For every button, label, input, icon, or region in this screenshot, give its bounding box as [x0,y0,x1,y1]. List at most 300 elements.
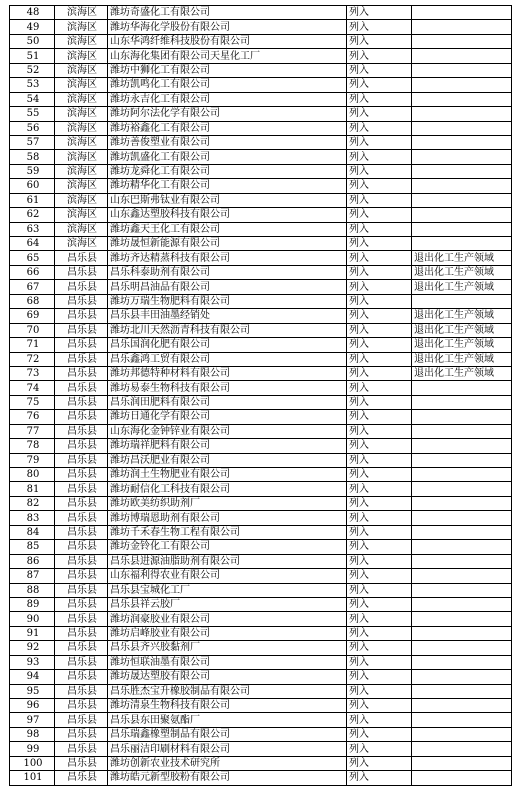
row-number-cell: 68 [10,294,55,308]
status-cell: 列入 [347,49,412,63]
note-cell [412,92,512,106]
table-row [10,179,512,193]
row-number-cell: 70 [10,323,55,337]
table-row [10,78,512,92]
row-number-cell: 75 [10,395,55,409]
district-cell: 滨海区 [55,34,108,48]
row-number-cell: 55 [10,107,55,121]
district-cell: 昌乐县 [55,251,108,265]
status-cell: 列入 [347,179,412,193]
row-number-cell: 59 [10,164,55,178]
table-row [10,164,512,178]
note-cell: 退出化工生产领域 [412,280,512,294]
status-cell: 列入 [347,410,412,424]
district-cell: 昌乐县 [55,265,108,279]
table-row [10,410,512,424]
district-cell: 滨海区 [55,20,108,34]
status-cell: 列入 [347,20,412,34]
note-cell [412,670,512,684]
table-row [10,641,512,655]
table-row [10,742,512,756]
row-number-cell: 58 [10,150,55,164]
table-row [10,670,512,684]
table-row [10,511,512,525]
status-cell: 列入 [347,366,412,380]
note-cell [412,193,512,207]
company-name-cell: 潍坊日通化学有限公司 [108,410,347,424]
status-cell: 列入 [347,193,412,207]
company-name-cell: 昌乐鑫鸿工贸有限公司 [108,352,347,366]
status-cell: 列入 [347,121,412,135]
district-cell: 滨海区 [55,135,108,149]
note-cell [412,540,512,554]
company-name-cell: 潍坊龙舜化工有限公司 [108,164,347,178]
company-name-cell: 潍坊凯鸣化工有限公司 [108,78,347,92]
table-row [10,193,512,207]
table-row [10,756,512,770]
district-cell: 滨海区 [55,208,108,222]
table-row [10,6,512,20]
table-row [10,727,512,741]
table-row [10,655,512,669]
row-number-cell: 97 [10,713,55,727]
note-cell [412,410,512,424]
row-number-cell: 69 [10,309,55,323]
note-cell [412,641,512,655]
row-number-cell: 74 [10,381,55,395]
row-number-cell: 66 [10,265,55,279]
district-cell: 昌乐县 [55,554,108,568]
status-cell: 列入 [347,496,412,510]
company-name-cell: 潍坊启峰胶业有限公司 [108,626,347,640]
row-number-cell: 80 [10,468,55,482]
note-cell [412,424,512,438]
district-cell: 昌乐县 [55,395,108,409]
table-row [10,309,512,323]
row-number-cell: 93 [10,655,55,669]
status-cell: 列入 [347,237,412,251]
district-cell: 昌乐县 [55,771,108,785]
company-name-cell: 潍坊晟达塑胶有限公司 [108,670,347,684]
district-cell: 昌乐县 [55,612,108,626]
status-cell: 列入 [347,727,412,741]
row-number-cell: 96 [10,699,55,713]
table-row [10,424,512,438]
row-number-cell: 62 [10,208,55,222]
table-row [10,352,512,366]
status-cell: 列入 [347,309,412,323]
note-cell [412,684,512,698]
note-cell [412,742,512,756]
note-cell [412,164,512,178]
status-cell: 列入 [347,511,412,525]
table-row [10,135,512,149]
status-cell: 列入 [347,569,412,583]
row-number-cell: 76 [10,410,55,424]
row-number-cell: 86 [10,554,55,568]
table-row [10,771,512,785]
note-cell [412,237,512,251]
company-name-cell: 山东鑫达塑胶科技有限公司 [108,208,347,222]
row-number-cell: 56 [10,121,55,135]
district-cell: 昌乐县 [55,280,108,294]
status-cell: 列入 [347,583,412,597]
district-cell: 滨海区 [55,6,108,20]
note-cell: 退出化工生产领域 [412,352,512,366]
company-name-cell: 昌乐县宝城化工厂 [108,583,347,597]
row-number-cell: 53 [10,78,55,92]
status-cell: 列入 [347,756,412,770]
table-row [10,323,512,337]
company-name-cell: 昌乐丽洁印刷材料有限公司 [108,742,347,756]
note-cell [412,771,512,785]
district-cell: 昌乐县 [55,569,108,583]
district-cell: 昌乐县 [55,525,108,539]
note-cell [412,756,512,770]
district-cell: 昌乐县 [55,309,108,323]
table-row [10,699,512,713]
district-cell: 昌乐县 [55,352,108,366]
company-name-cell: 潍坊创新农业技术研究所 [108,756,347,770]
row-number-cell: 51 [10,49,55,63]
company-name-cell: 潍坊耐信化工科技有限公司 [108,482,347,496]
district-cell: 昌乐县 [55,670,108,684]
note-cell [412,525,512,539]
company-name-cell: 昌乐国润化肥有限公司 [108,338,347,352]
table-row [10,626,512,640]
note-cell [412,496,512,510]
district-cell: 滨海区 [55,78,108,92]
row-number-cell: 85 [10,540,55,554]
status-cell: 列入 [347,135,412,149]
document-page [9,5,511,786]
note-cell [412,34,512,48]
note-cell [412,699,512,713]
note-cell [412,20,512,34]
row-number-cell: 94 [10,670,55,684]
row-number-cell: 90 [10,612,55,626]
note-cell: 退出化工生产领域 [412,323,512,337]
note-cell: 退出化工生产领域 [412,251,512,265]
table-row [10,468,512,482]
row-number-cell: 61 [10,193,55,207]
company-name-cell: 潍坊金铃化工有限公司 [108,540,347,554]
company-name-cell: 潍坊精华化工有限公司 [108,179,347,193]
district-cell: 昌乐县 [55,482,108,496]
company-name-cell: 潍坊裕鑫化工有限公司 [108,121,347,135]
row-number-cell: 78 [10,439,55,453]
table-row [10,208,512,222]
table-body [10,6,512,786]
note-cell [412,482,512,496]
status-cell: 列入 [347,641,412,655]
district-cell: 滨海区 [55,121,108,135]
status-cell: 列入 [347,525,412,539]
row-number-cell: 84 [10,525,55,539]
note-cell [412,597,512,611]
note-cell [412,63,512,77]
table-row [10,713,512,727]
row-number-cell: 83 [10,511,55,525]
note-cell [412,583,512,597]
row-number-cell: 71 [10,338,55,352]
district-cell: 昌乐县 [55,381,108,395]
table-row [10,540,512,554]
district-cell: 昌乐县 [55,583,108,597]
company-name-cell: 潍坊永吉化工有限公司 [108,92,347,106]
status-cell: 列入 [347,395,412,409]
row-number-cell: 63 [10,222,55,236]
table-row [10,439,512,453]
note-cell [412,381,512,395]
row-number-cell: 87 [10,569,55,583]
table-row [10,121,512,135]
status-cell: 列入 [347,294,412,308]
status-cell: 列入 [347,6,412,20]
district-cell: 昌乐县 [55,294,108,308]
note-cell [412,554,512,568]
table-row [10,20,512,34]
note-cell: 退出化工生产领域 [412,265,512,279]
row-number-cell: 65 [10,251,55,265]
district-cell: 昌乐县 [55,540,108,554]
district-cell: 昌乐县 [55,496,108,510]
district-cell: 昌乐县 [55,641,108,655]
status-cell: 列入 [347,222,412,236]
company-name-cell: 潍坊邦德特种材料有限公司 [108,366,347,380]
note-cell [412,511,512,525]
note-cell [412,453,512,467]
note-cell [412,6,512,20]
table-row [10,150,512,164]
company-name-cell: 潍坊易泰生物科技有限公司 [108,381,347,395]
row-number-cell: 57 [10,135,55,149]
company-name-cell: 昌乐科泰助剂有限公司 [108,265,347,279]
row-number-cell: 48 [10,6,55,20]
note-cell [412,135,512,149]
district-cell: 昌乐县 [55,713,108,727]
status-cell: 列入 [347,424,412,438]
district-cell: 昌乐县 [55,684,108,698]
company-name-cell: 昌乐县丰田油墨经销处 [108,309,347,323]
row-number-cell: 89 [10,597,55,611]
status-cell: 列入 [347,63,412,77]
company-name-cell: 潍坊凯盛化工有限公司 [108,150,347,164]
table-row [10,554,512,568]
status-cell: 列入 [347,554,412,568]
status-cell: 列入 [347,468,412,482]
row-number-cell: 82 [10,496,55,510]
table-row [10,49,512,63]
company-name-cell: 潍坊欧美纺织助剂厂 [108,496,347,510]
company-name-cell: 昌乐明昌油品有限公司 [108,280,347,294]
district-cell: 滨海区 [55,179,108,193]
note-cell [412,294,512,308]
district-cell: 昌乐县 [55,439,108,453]
table-row [10,251,512,265]
status-cell: 列入 [347,482,412,496]
status-cell: 列入 [347,742,412,756]
district-cell: 昌乐县 [55,468,108,482]
status-cell: 列入 [347,771,412,785]
table-row [10,395,512,409]
note-cell [412,655,512,669]
row-number-cell: 67 [10,280,55,294]
status-cell: 列入 [347,164,412,178]
note-cell [412,713,512,727]
note-cell [412,727,512,741]
note-cell [412,208,512,222]
company-name-cell: 潍坊北川天然沥青科技有限公司 [108,323,347,337]
note-cell [412,150,512,164]
row-number-cell: 95 [10,684,55,698]
table-row [10,63,512,77]
row-number-cell: 64 [10,237,55,251]
district-cell: 昌乐县 [55,699,108,713]
status-cell: 列入 [347,713,412,727]
company-name-cell: 山东华鸿纤维科技股份有限公司 [108,34,347,48]
table-row [10,569,512,583]
company-name-cell: 潍坊善俊塑业有限公司 [108,135,347,149]
company-name-cell: 山东海化金钟锌业有限公司 [108,424,347,438]
table-row [10,107,512,121]
status-cell: 列入 [347,280,412,294]
status-cell: 列入 [347,338,412,352]
row-number-cell: 72 [10,352,55,366]
company-name-cell: 潍坊清泉生物科技有限公司 [108,699,347,713]
company-name-cell: 昌乐瑞鑫橡塑制品有限公司 [108,727,347,741]
note-cell [412,78,512,92]
row-number-cell: 100 [10,756,55,770]
status-cell: 列入 [347,381,412,395]
row-number-cell: 81 [10,482,55,496]
district-cell: 滨海区 [55,49,108,63]
table-row [10,612,512,626]
status-cell: 列入 [347,265,412,279]
row-number-cell: 88 [10,583,55,597]
district-cell: 昌乐县 [55,756,108,770]
district-cell: 昌乐县 [55,424,108,438]
status-cell: 列入 [347,612,412,626]
company-name-cell: 潍坊昌沃肥业有限公司 [108,453,347,467]
table-row [10,525,512,539]
company-name-cell: 潍坊千禾春生物工程有限公司 [108,525,347,539]
row-number-cell: 52 [10,63,55,77]
company-name-cell: 昌乐润田肥料有限公司 [108,395,347,409]
district-cell: 滨海区 [55,237,108,251]
company-name-cell: 潍坊皓元新型胶粉有限公司 [108,771,347,785]
status-cell: 列入 [347,352,412,366]
company-name-cell: 潍坊瑞祥肥料有限公司 [108,439,347,453]
company-name-cell: 潍坊博瑞恩助剂有限公司 [108,511,347,525]
company-name-cell: 潍坊晟恒新能源有限公司 [108,237,347,251]
row-number-cell: 60 [10,179,55,193]
district-cell: 滨海区 [55,92,108,106]
status-cell: 列入 [347,626,412,640]
status-cell: 列入 [347,597,412,611]
company-name-cell: 潍坊齐达精蒸科技有限公司 [108,251,347,265]
district-cell: 昌乐县 [55,366,108,380]
company-name-cell: 潍坊恒联油墨有限公司 [108,655,347,669]
status-cell: 列入 [347,92,412,106]
table-row [10,265,512,279]
company-name-cell: 山东海化集团有限公司天星化工厂 [108,49,347,63]
district-cell: 昌乐县 [55,410,108,424]
note-cell: 退出化工生产领域 [412,309,512,323]
table-row [10,280,512,294]
table-row [10,597,512,611]
row-number-cell: 77 [10,424,55,438]
status-cell: 列入 [347,150,412,164]
row-number-cell: 79 [10,453,55,467]
table-row [10,684,512,698]
district-cell: 滨海区 [55,150,108,164]
district-cell: 昌乐县 [55,453,108,467]
district-cell: 滨海区 [55,193,108,207]
district-cell: 昌乐县 [55,742,108,756]
status-cell: 列入 [347,107,412,121]
table-row [10,496,512,510]
table-row [10,294,512,308]
table-row [10,381,512,395]
row-number-cell: 49 [10,20,55,34]
table-row [10,237,512,251]
status-cell: 列入 [347,684,412,698]
status-cell: 列入 [347,655,412,669]
note-cell [412,439,512,453]
table-row [10,92,512,106]
status-cell: 列入 [347,251,412,265]
row-number-cell: 73 [10,366,55,380]
note-cell [412,395,512,409]
row-number-cell: 99 [10,742,55,756]
company-name-cell: 潍坊润豪胶业有限公司 [108,612,347,626]
table-row [10,453,512,467]
row-number-cell: 92 [10,641,55,655]
status-cell: 列入 [347,208,412,222]
table-row [10,222,512,236]
note-cell: 退出化工生产领域 [412,366,512,380]
status-cell: 列入 [347,323,412,337]
status-cell: 列入 [347,34,412,48]
district-cell: 昌乐县 [55,338,108,352]
company-name-cell: 潍坊万瑞生物肥料有限公司 [108,294,347,308]
table-row [10,338,512,352]
row-number-cell: 91 [10,626,55,640]
status-cell: 列入 [347,439,412,453]
status-cell: 列入 [347,453,412,467]
row-number-cell: 54 [10,92,55,106]
district-cell: 昌乐县 [55,655,108,669]
district-cell: 昌乐县 [55,597,108,611]
company-name-cell: 潍坊润土生物肥业有限公司 [108,468,347,482]
district-cell: 滨海区 [55,107,108,121]
status-cell: 列入 [347,540,412,554]
district-cell: 滨海区 [55,222,108,236]
company-name-cell: 昌乐胜杰宝升橡胶制品有限公司 [108,684,347,698]
note-cell [412,49,512,63]
note-cell [412,179,512,193]
row-number-cell: 50 [10,34,55,48]
company-name-cell: 潍坊阿尔法化学有限公司 [108,107,347,121]
district-cell: 昌乐县 [55,727,108,741]
table-row [10,583,512,597]
row-number-cell: 98 [10,727,55,741]
status-cell: 列入 [347,78,412,92]
note-cell [412,121,512,135]
company-name-cell: 潍坊奇盛化工有限公司 [108,6,347,20]
district-cell: 昌乐县 [55,511,108,525]
